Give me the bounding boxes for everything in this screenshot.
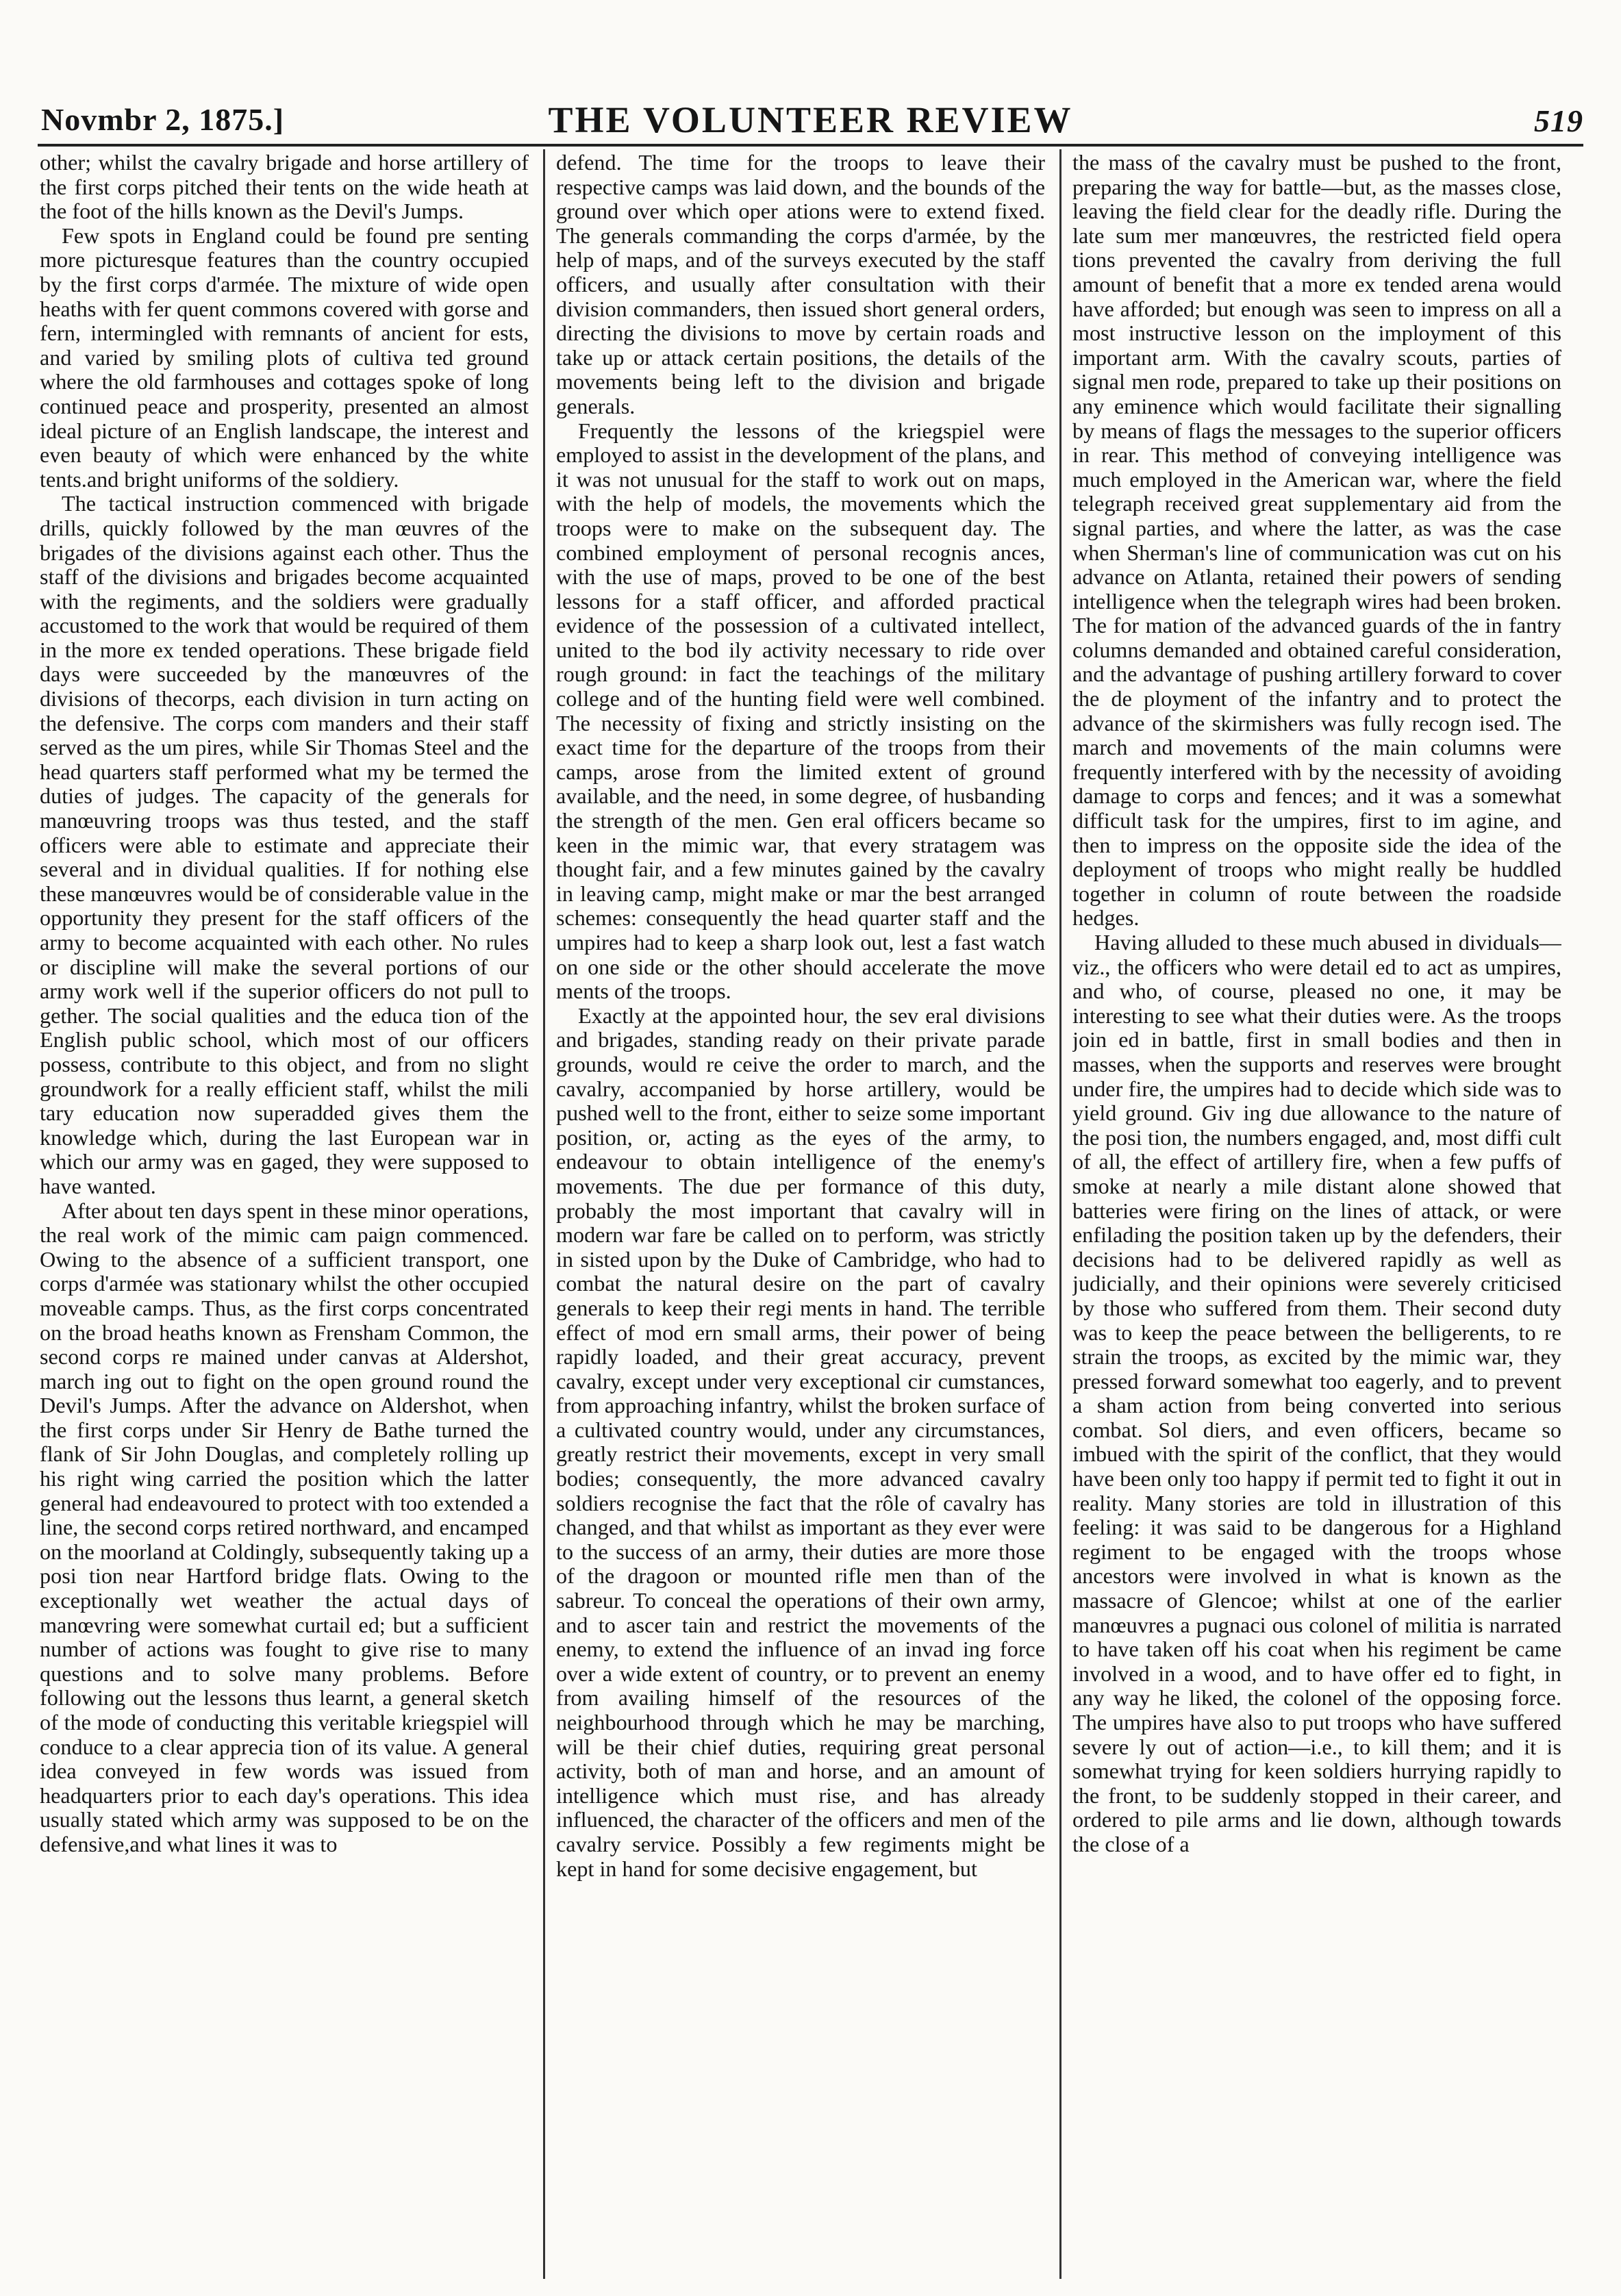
paragraph: The tactical instruction commenced with brigade drills, quickly followed by the man œuvres of the brigades of the divisions against each other. Thus the staff of the divisions and brigades become acquainted with the regiments, and the soldiers were gradually accustomed to the work that would be required of them in the more ex tended operations. These brigade field days were succeeded by the manœuvres of the divisions of thecorps, each division in turn acting on the defensive. The corps com manders and their staff served as the um pires, while Sir Thomas Steel and the head quarters staff performed what my be termed the duties of judges. The capacity of the generals for manœuvring troops was thus tested, and the staff officers were able to estimate and appreciate their several and in dividual qualities. If for nothing else these manœuvres would be of considerable value in the opportunity they present for the staff officers of the army to become acquainted with each other. No rules or discipline will make the several portions of our army work well if the superior officers do not pull to gether. The social qualities and the educa tion of the English public school, which most of our officers possess, contribute to this object, and from no slight groundwork for a really efficient staff, whilst the mili tary education now superadded gives them the knowledge which, during the last European war in which our army was en gaged, they were supposed to have wanted.	[40, 491, 529, 1198]
page-number: 519	[1534, 103, 1583, 138]
column-1	[40, 151, 529, 2280]
paragraph: Few spots in England could be found pre senting more picturesque features than the country occupied by the first corps d'armée. The mixture of wide open heaths with fer quent commons covered with gorse and fern, intermingled with remnants of ancient for ests, and varied by smiling plots of cultiva ted ground where the old farmhouses and cottages spoke of long continued peace and prosperity, presented an almost ideal picture of an English landscape, the interest and even beauty of which were enhanced by the white tents.and bright uniforms of the soldiery.	[40, 223, 529, 492]
paragraph: defend. The time for the troops to leave their respective camps was laid down, and the bounds of the ground over which oper ations were to extend fixed. The generals commanding the corps d'armée, by the help of maps, and of the surveys executed by the staff officers, and usually after consultation with their division commanders, then issued short general orders, directing the divisions to move by certain roads and take up or attack certain positions, the details of the movements being left to the division and brigade generals.	[556, 151, 1045, 418]
column-3	[1072, 151, 1561, 2280]
paragraph: Having alluded to these much abused in dividuals—viz., the officers who were detail ed to act as umpires, and who, of course, pleased no one, it may be interesting to see what their duties were. As the troops join ed in battle, first in small bodies and then in masses, when the supports and reserves were brought under fire, the umpires had to decide which side was to yield ground. Giv ing due allowance to the nature of the posi tion, the numbers engaged, and, most diffi cult of all, the effect of artillery fire, when a few puffs of smoke at nearly a mile distant alone showed that batteries were firing on the lines of attack, or were enfilading the position taken up by the defenders, their decisions had to be delivered rapidly as well as judicially, and their opinions were severely criticised by those who suffered from them. Their second duty was to keep the peace between the belligerents, to re strain the troops, as excited by the mimic war, they pressed forward somewhat too eagerly, and to prevent a sham action from being converted into serious combat. Sol diers, and even officers, became so imbued with the spirit of the conflict, that they would have been only too happy if permit ted to fight it out in reality. Many stories are told in illustration of this feeling: it was said to be dangerous for a Highland regiment to be engaged with the troops whose ancestors were involved in what is known as the massacre of Glencoe; whilst at one of the earlier manœuvres a pugnaci ous colonel of militia is narrated to have taken off his coat when his regiment be came involved in a wood, and to have offer ed to fight, in any way he liked, the colonel of the opposing force. The umpires have also to put troops who have suffered severe ly out of action—i.e., to kill them; and it is somewhat trying for keen soldiers hurrying rapidly to the front, to be suddenly stopped in their career, and ordered to pile arms and lie down, although towards the close of a	[1072, 930, 1561, 1856]
page-header	[0, 89, 1621, 144]
paragraph: other; whilst the cavalry brigade and horse artillery of the first corps pitched their tents on the wide heath at the foot of the hills known as the Devil's Jumps.	[40, 151, 529, 224]
header-rule	[38, 144, 1583, 147]
issue-date: Novmbr 2, 1875.]	[41, 102, 285, 137]
paragraph: After about ten days spent in these minor operations, the real work of the mimic cam paign commenced. Owing to the absence of a sufficient transport, one corps d'armée was stationary whilst the other occupied moveable camps. Thus, as the first corps concentrated on the broad heaths known as Frensham Common, the second corps re mained under canvas at Aldershot, march ing out to fight on the open ground round the Devil's Jumps. After the advance on Aldershot, when the first corps under Sir Henry de Bathe turned the flank of Sir John Douglas, and completely rolling up his right wing carried the position which the latter general had endeavoured to protect with too extended a line, the second corps retired northward, and encamped on the moorland at Coldingly, subsequently taking up a posi tion near Hartford bridge flats. Owing to the exceptionally wet weather the actual days of manœvring were somewhat curtail ed; but a sufficient number of actions was fought to give rise to many questions and to solve many problems. Before following out the lessons thus learnt, a general sketch of the mode of conducting this veritable kriegspiel will conduce to a clear apprecia tion of its value. A general idea conveyed in few words was issued from headquarters prior to each day's operations. This idea usually stated which army was supposed to be on the defensive,and what lines it was to	[40, 1198, 529, 1856]
paragraph: Frequently the lessons of the kriegspiel were employed to assist in the development of the plans, and it was not unusual for the staff to work out on maps, with the help of models, the movements which the troops were to make on the subsequent day. The combined employment of personal recognis ances, with the use of maps, proved to be one of the best lessons for a staff officer, and afforded practical evidence of the possession of a cultivated intellect, united to the bod ily activity necessary to ride over rough ground: in fact the teachings of the military college and of the hunting field were well combined. The necessity of fixing and strictly insisting on the exact time for the departure of the troops from their camps, arose from the limited extent of ground available, and the need, in some degree, of husbanding the strength of the men. Gen eral officers became so keen in the mimic war, that every stratagem was thought fair, and a few minutes gained by the cavalry in leaving camp, might make or mar the best arranged schemes: consequently the head quarter staff and the umpires had to keep a sharp look out, lest a fast watch on one side or the other should accelerate the move ments of the troops.	[556, 418, 1045, 1004]
column-2	[556, 151, 1045, 2280]
paragraph: the mass of the cavalry must be pushed to the front, preparing the way for battle—but, as the masses close, leaving the field clear for the deadly rifle. During the late sum mer manœuvres, the restricted field opera tions prevented the cavalry from deriving the full amount of benefit that a more ex tended arena would have afforded; but enough was seen to impress on all a most instructive lesson on the imployment of this important arm. With the cavalry scouts, parties of signal men rode, prepared to take up their positions on any eminence which would facilitate their signalling by means of flags the messages to the superior officers in rear. This method of conveying intelligence was much employed in the American war, where the field telegraph received great supplementary aid from the signal parties, and where the latter, as was the case when Sherman's line of communication was cut on his advance on Atlanta, retained their powers of sending intelligence when the telegraph wires had been broken. The for mation of the advanced guards of the in fantry columns demanded and obtained careful consideration, and the advantage of pushing artillery forward to cover the de ployment of the infantry and to protect the advance of the skirmishers was fully recogn ised. The march and movements of the main columns were frequently interfered with by the necessity of avoiding damage to corps and fences; and it was a somewhat difficult task for the umpires, first to im agine, and then to impress on the opposite side the idea of the deployment of troops who might really be huddled together in column of route between the roadside hedges.	[1072, 151, 1561, 931]
publication-title: THE VOLUNTEER REVIEW	[548, 99, 1073, 140]
column-divider	[543, 149, 545, 2279]
paragraph: Exactly at the appointed hour, the sev eral divisions and brigades, standing ready on their private parade grounds, would re ceive the order to march, and the cavalry, accompanied by horse artillery, would be pushed well to the front, either to seize some important position, or, acting as the eyes of the army, to endeavour to obtain intelligence of the enemy's movements. The due per formance of this duty, probably the most important that cavalry will in modern war fare be called on to perform, was strictly in sisted upon by the Duke of Cambridge, who had to combat the natural desire on the part of cavalry generals to keep their regi ments in hand. The terrible effect of mod ern small arms, their power of being rapidly loaded, and their great accuracy, prevent cavalry, except under very exceptional cir cumstances, from approaching infantry, whilst the broken surface of a cultivated country would, under any circumstances, greatly restrict their movements, except in very small bodies; consequently, the more advanced cavalry soldiers recognise the fact that the rôle of cavalry has changed, and that whilst as important as they ever were to the success of an army, their duties are more those of the dragoon or mounted rifle men than of the sabreur. To conceal the operations of their own army, and to ascer tain and restrict the movements of the enemy, to extend the influence of an invad ing force over a wide extent of country, or to prevent an enemy from availing himself of the resources of the neighbourhood through which he may be marching, will be their chief duties, requiring great personal activity, both of man and horse, and an amount of intelligence which must rise, and has already influenced, the character of the officers and men of the cavalry service. Possibly a few regiments might be kept in hand for some decisive engagement, but	[556, 1002, 1045, 1881]
column-divider	[1059, 149, 1061, 2279]
